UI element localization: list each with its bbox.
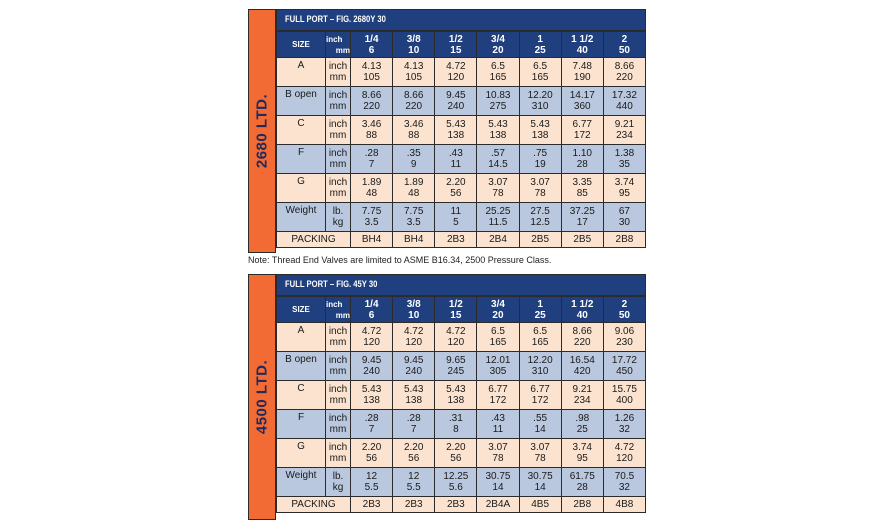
table-cell: 14.17 360 <box>561 87 603 116</box>
table-cell: 9.45 240 <box>351 352 393 381</box>
packing-label: PACKING <box>277 232 351 248</box>
table-cell: 4.72 120 <box>351 323 393 352</box>
packing-cell: 2B4 <box>477 232 519 248</box>
packing-cell: 2B4A <box>477 497 519 513</box>
table-cell: 67 30 <box>603 203 645 232</box>
packing-cell: BH4 <box>393 232 435 248</box>
table-cell: 3.07 78 <box>477 439 519 468</box>
table-cell: .28 7 <box>351 410 393 439</box>
size-column-header: 1 25 <box>519 32 561 58</box>
table-cell: 6.77 172 <box>561 116 603 145</box>
table-cell: 7.75 3.5 <box>393 203 435 232</box>
row-label: Weight <box>277 468 326 497</box>
note-text: Note: Thread End Valves are limited to ASME B16.34, 2500 Pressure Class. <box>248 255 552 265</box>
table-cell: 6.5 165 <box>477 58 519 87</box>
table-cell: 37.25 17 <box>561 203 603 232</box>
table-block-4500 <box>248 274 646 520</box>
table-row <box>277 323 646 352</box>
row-units: inch mm <box>326 58 351 87</box>
row-label: B open <box>277 87 326 116</box>
row-label: C <box>277 381 326 410</box>
table-cell: 7.48 190 <box>561 58 603 87</box>
size-column-header: 3/4 20 <box>477 297 519 323</box>
table-cell: .31 8 <box>435 410 477 439</box>
table-cell: 3.46 88 <box>393 116 435 145</box>
table-row <box>277 203 646 232</box>
header-row <box>277 32 646 58</box>
table-cell: 11 5 <box>435 203 477 232</box>
packing-row <box>277 232 646 248</box>
table-row <box>277 87 646 116</box>
table-cell: 9.45 240 <box>393 352 435 381</box>
packing-cell: 2B3 <box>435 232 477 248</box>
row-label: Weight <box>277 203 326 232</box>
table-cell: 4.72 120 <box>393 323 435 352</box>
table-cell: 27.5 12.5 <box>519 203 561 232</box>
packing-cell: 4B8 <box>603 497 645 513</box>
table-cell: 4.13 105 <box>393 58 435 87</box>
table-cell: 9.65 245 <box>435 352 477 381</box>
table-title <box>276 274 646 296</box>
row-label: B open <box>277 352 326 381</box>
table-cell: 9.45 240 <box>435 87 477 116</box>
table-cell: 25.25 11.5 <box>477 203 519 232</box>
table-row <box>277 352 646 381</box>
table-cell: 5.43 138 <box>435 381 477 410</box>
table-cell: .43 11 <box>477 410 519 439</box>
table-cell: 2.20 56 <box>393 439 435 468</box>
table-cell: .28 7 <box>393 410 435 439</box>
size-column-header: 1/2 15 <box>435 297 477 323</box>
table-cell: 8.66 220 <box>393 87 435 116</box>
table-cell: 5.43 138 <box>477 116 519 145</box>
table-cell: .43 11 <box>435 145 477 174</box>
table-cell: 12.01 305 <box>477 352 519 381</box>
row-units: inch mm <box>326 145 351 174</box>
table-title-text: FULL PORT – FIG. 2680Y 30 <box>285 14 386 24</box>
table-cell: 3.07 78 <box>477 174 519 203</box>
size-column-header: 1 1/2 40 <box>561 297 603 323</box>
table-cell: 8.66 220 <box>351 87 393 116</box>
table-cell: 3.07 78 <box>519 439 561 468</box>
size-units: inch mm <box>326 297 351 323</box>
table-cell: 3.07 78 <box>519 174 561 203</box>
row-units: inch mm <box>326 174 351 203</box>
table-cell: 17.32 440 <box>603 87 645 116</box>
table-cell: 4.13 105 <box>351 58 393 87</box>
table-row <box>277 145 646 174</box>
dimension-table <box>276 296 646 513</box>
table-cell: 16.54 420 <box>561 352 603 381</box>
row-label: A <box>277 323 326 352</box>
table-row <box>277 439 646 468</box>
size-label: SIZE <box>277 297 326 323</box>
table-cell: 6.5 165 <box>519 323 561 352</box>
table-cell: 30.75 14 <box>519 468 561 497</box>
table-cell: 6.77 172 <box>519 381 561 410</box>
packing-cell: 4B5 <box>519 497 561 513</box>
table-cell: 17.72 450 <box>603 352 645 381</box>
table-title <box>276 9 646 31</box>
table-cell: 3.74 95 <box>561 439 603 468</box>
row-units: inch mm <box>326 381 351 410</box>
packing-cell: 2B3 <box>393 497 435 513</box>
table-cell: 12 5.5 <box>393 468 435 497</box>
row-label: G <box>277 439 326 468</box>
table-cell: 7.75 3.5 <box>351 203 393 232</box>
table-cell: 70.5 32 <box>603 468 645 497</box>
table-cell: 15.75 400 <box>603 381 645 410</box>
packing-cell: 2B8 <box>561 497 603 513</box>
row-units: lb. kg <box>326 468 351 497</box>
packing-cell: 2B5 <box>519 232 561 248</box>
table-row <box>277 410 646 439</box>
side-label: 2680 LTD. <box>253 93 271 169</box>
table-cell: 5.43 138 <box>351 381 393 410</box>
table-row <box>277 381 646 410</box>
table-cell: 1.89 48 <box>393 174 435 203</box>
table-cell: 4.72 120 <box>435 58 477 87</box>
table-cell: 8.66 220 <box>603 58 645 87</box>
row-units: lb. kg <box>326 203 351 232</box>
size-units: inch mm <box>326 32 351 58</box>
size-column-header: 1/2 15 <box>435 32 477 58</box>
table-cell: 12.20 310 <box>519 352 561 381</box>
size-column-header: 1/4 6 <box>351 297 393 323</box>
table-cell: 8.66 220 <box>561 323 603 352</box>
row-units: inch mm <box>326 352 351 381</box>
size-column-header: 2 50 <box>603 297 645 323</box>
table-cell: 2.20 56 <box>351 439 393 468</box>
table-cell: 3.74 95 <box>603 174 645 203</box>
side-label-tab <box>248 9 276 253</box>
packing-cell: BH4 <box>351 232 393 248</box>
table-cell: 30.75 14 <box>477 468 519 497</box>
table-cell: 1.89 48 <box>351 174 393 203</box>
header-row <box>277 297 646 323</box>
table-cell: .57 14.5 <box>477 145 519 174</box>
table-cell: 9.21 234 <box>561 381 603 410</box>
row-units: inch mm <box>326 410 351 439</box>
table-cell: 61.75 28 <box>561 468 603 497</box>
packing-cell: 2B3 <box>435 497 477 513</box>
dimension-table <box>276 31 646 248</box>
table-cell: .55 14 <box>519 410 561 439</box>
table-cell: 10.83 275 <box>477 87 519 116</box>
table-cell: 3.35 85 <box>561 174 603 203</box>
row-label: C <box>277 116 326 145</box>
table-cell: 2.20 56 <box>435 439 477 468</box>
size-column-header: 3/8 10 <box>393 32 435 58</box>
table-cell: 9.21 234 <box>603 116 645 145</box>
packing-row <box>277 497 646 513</box>
table-cell: 5.43 138 <box>435 116 477 145</box>
table-cell: 5.43 138 <box>519 116 561 145</box>
row-units: inch mm <box>326 116 351 145</box>
table-row <box>277 116 646 145</box>
table-cell: .75 19 <box>519 145 561 174</box>
table-cell: 9.06 230 <box>603 323 645 352</box>
table-cell: 12 5.5 <box>351 468 393 497</box>
table-cell: 1.26 32 <box>603 410 645 439</box>
size-column-header: 1/4 6 <box>351 32 393 58</box>
size-column-header: 3/8 10 <box>393 297 435 323</box>
table-cell: 6.5 165 <box>519 58 561 87</box>
size-column-header: 1 25 <box>519 297 561 323</box>
table-cell: .98 25 <box>561 410 603 439</box>
row-units: inch mm <box>326 439 351 468</box>
table-cell: 6.77 172 <box>477 381 519 410</box>
table-cell: 1.10 28 <box>561 145 603 174</box>
size-column-header: 1 1/2 40 <box>561 32 603 58</box>
table-row <box>277 468 646 497</box>
row-label: G <box>277 174 326 203</box>
side-label: 4500 LTD. <box>253 359 271 435</box>
table-row <box>277 174 646 203</box>
row-units: inch mm <box>326 323 351 352</box>
table-block-2680 <box>248 9 646 253</box>
size-column-header: 2 50 <box>603 32 645 58</box>
packing-cell: 2B5 <box>561 232 603 248</box>
table-cell: 2.20 56 <box>435 174 477 203</box>
table-cell: 12.20 310 <box>519 87 561 116</box>
packing-cell: 2B3 <box>351 497 393 513</box>
table-row <box>277 58 646 87</box>
table-title-text: FULL PORT – FIG. 45Y 30 <box>285 279 378 289</box>
size-column-header: 3/4 20 <box>477 32 519 58</box>
row-units: inch mm <box>326 87 351 116</box>
side-label-tab <box>248 274 276 520</box>
row-label: F <box>277 410 326 439</box>
size-label: SIZE <box>277 32 326 58</box>
table-cell: 4.72 120 <box>603 439 645 468</box>
table-cell: .28 7 <box>351 145 393 174</box>
table-cell: 6.5 165 <box>477 323 519 352</box>
packing-cell: 2B8 <box>603 232 645 248</box>
table-cell: 5.43 138 <box>393 381 435 410</box>
packing-label: PACKING <box>277 497 351 513</box>
table-cell: 1.38 35 <box>603 145 645 174</box>
table-cell: 3.46 88 <box>351 116 393 145</box>
row-label: A <box>277 58 326 87</box>
row-label: F <box>277 145 326 174</box>
table-cell: 4.72 120 <box>435 323 477 352</box>
table-cell: 12.25 5.6 <box>435 468 477 497</box>
table-cell: .35 9 <box>393 145 435 174</box>
